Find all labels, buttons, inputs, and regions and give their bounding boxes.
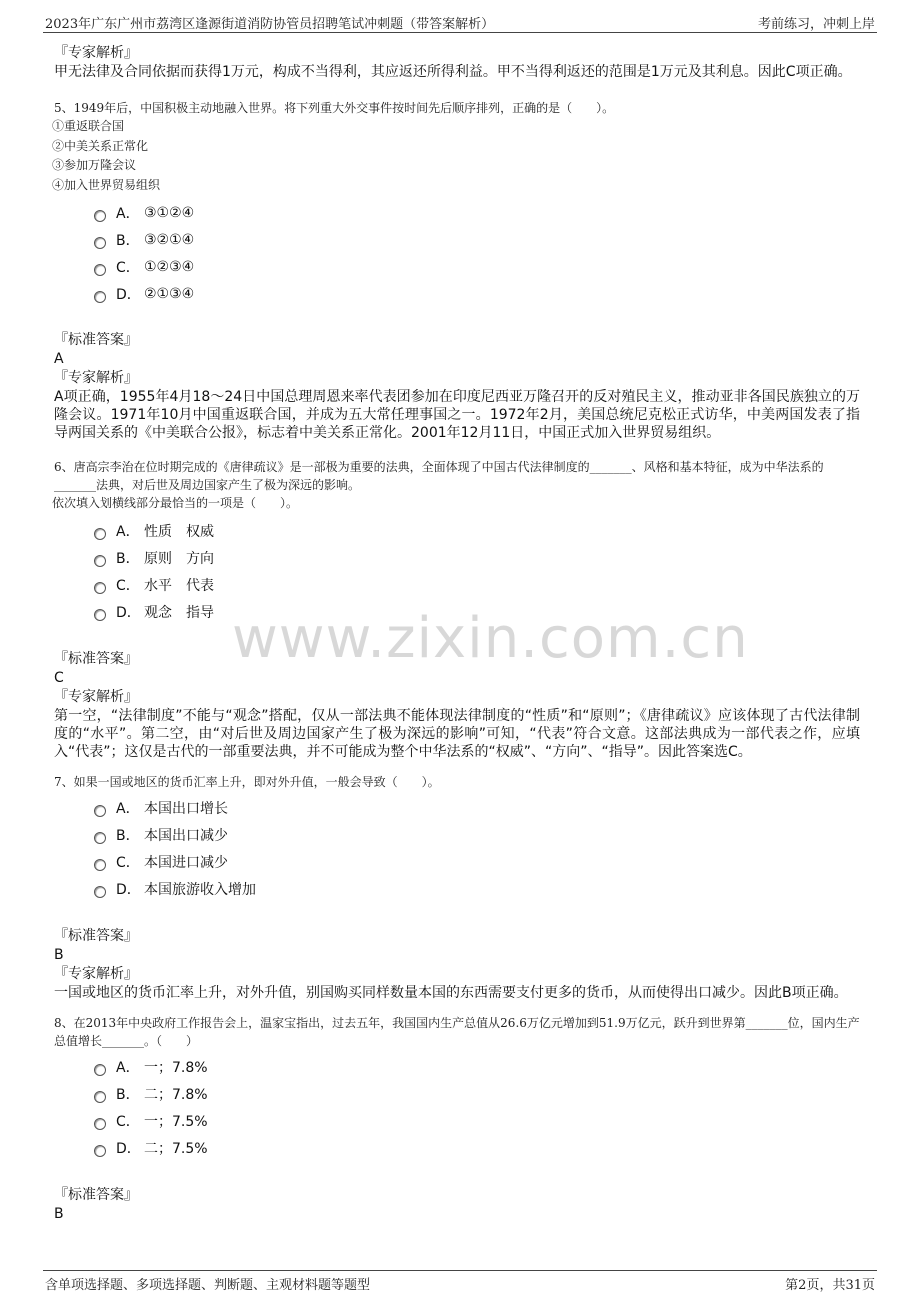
question-stem: 6、唐高宗李治在位时期完成的《唐律疏议》是一部极为重要的法典，全面体现了中国古代法律制度的_______、风格和基本特征，成为中华法系的_______法典，对后世及周边国家产生了极为深远的影响。 [54,460,824,492]
radio-button-icon[interactable] [94,555,106,567]
question-6 [54,458,860,761]
option-c[interactable] [94,572,860,599]
answer-value: B [54,1205,64,1222]
option-letter: D． [116,1141,141,1157]
question-item: ③参加万隆会议 [52,158,137,172]
question-7 [54,773,860,1002]
option-b[interactable] [94,1081,860,1108]
option-text: 一；7.8% [144,1060,208,1076]
radio-button-icon[interactable] [94,1064,106,1076]
radio-button-icon[interactable] [94,582,106,594]
question-stem: 5、1949年后，中国积极主动地融入世界。将下列重大外交事件按时间先后顺序排列，正确的是（ ）。 [54,101,615,115]
option-text: 性质 权威 [144,524,214,540]
question-8 [54,1014,860,1224]
option-text: ②①③④ [144,285,195,302]
radio-button-icon[interactable] [94,832,106,844]
answer-tag: 『标准答案』 [54,332,138,348]
option-letter: D． [116,605,141,621]
radio-button-icon[interactable] [94,264,106,276]
radio-button-icon[interactable] [94,609,106,621]
analysis-text: 第一空，“法律制度”不能与“观念”搭配，仅从一部法典不能体现法律制度的“性质”和“原则”；《唐律疏议》应该体现了古代法律制度的“水平”。第二空，由“对后世及周边国家产生了极为深远的影响”可知，“代表”符合文意。这部法典成为一部代表之作，应填入“代表”；这仅是古代的一部重要法典，并不可能成为整个中华法系的“权威”、“方向”、“指导”。因此答案选C。 [54,707,860,760]
answer-value: B [54,946,64,963]
analysis-tag: 『专家解析』 [54,688,138,705]
analysis-tag: 『专家解析』 [54,965,138,982]
page-content [54,44,860,1224]
option-a[interactable] [94,1054,860,1081]
option-letter: D． [116,286,141,303]
question-item: ②中美关系正常化 [52,138,149,153]
radio-button-icon[interactable] [94,291,106,303]
analysis-tag: 『专家解析』 [54,370,138,386]
analysis-tag: 『专家解析』 [54,45,138,61]
option-c[interactable] [94,1108,860,1135]
option-text: 水平 代表 [144,578,214,594]
question-item: 依次填入划横线部分最恰当的一项是（ ）。 [52,496,299,510]
analysis-text: 一国或地区的货币汇率上升，对外升值，别国购买同样数量本国的东西需要支付更多的货币，从而使得出口减少。因此B项正确。 [54,984,848,1001]
page-number: 第2页，共31页 [785,1278,875,1293]
option-d[interactable] [94,280,860,307]
option-text: 原则 方向 [144,551,214,567]
radio-button-icon[interactable] [94,1091,106,1103]
option-letter: B． [116,1087,140,1103]
option-text: 本国出口减少 [144,828,228,844]
radio-button-icon[interactable] [94,1145,106,1157]
option-letter: C． [116,855,140,871]
option-c[interactable] [94,253,860,280]
option-letter: B． [116,551,140,567]
option-letter: C． [116,1114,140,1130]
radio-button-icon[interactable] [94,1118,106,1130]
option-letter: A． [116,801,140,817]
question-item: ①重返联合国 [52,119,125,133]
radio-button-icon[interactable] [94,528,106,540]
question-stem: 8、在2013年中央政府工作报告会上，温家宝指出，过去五年，我国国内生产总值从26.6万亿元增加到51.9万亿元，跃升到世界第_______位，国内生产总值增长_______。（ ） [54,1015,860,1048]
radio-button-icon[interactable] [94,237,106,249]
option-text: 二；7.8% [144,1087,208,1103]
analysis-text: 甲无法律及合同依据而获得1万元，构成不当得利，其应返还所得利益。甲不当得利返还的范围是1万元及其利息。因此C项正确。 [54,64,852,80]
option-a[interactable] [94,199,860,226]
option-d[interactable] [94,876,860,903]
option-letter: A． [116,1060,140,1076]
page-header [43,10,877,33]
analysis-text: A项正确，1955年4月18～24日中国总理周恩来率代表团参加在印度尼西亚万隆召开的反对殖民主义，推动亚非各国民族独立的万隆会议。1971年10月中国重返联合国，并成为五大常任理事国之一。1972年2月，美国总统尼克松正式访华，中美两国发表了指导两国关系的《中美联合公报》，标志着中美关系正常化。2001年12月11日，中国正式加入世界贸易组织。 [54,389,860,441]
option-text: 二；7.5% [144,1141,208,1157]
answer-tag: 『标准答案』 [54,650,138,667]
question-item: ④加入世界贸易组织 [52,177,161,192]
radio-button-icon[interactable] [94,886,106,898]
option-letter: A． [116,205,140,222]
option-text: 本国进口减少 [144,855,228,871]
radio-button-icon[interactable] [94,805,106,817]
answer-tag: 『标准答案』 [54,1186,138,1203]
document-title: 2023年广东广州市荔湾区逢源街道消防协管员招聘笔试冲刺题（带答案解析） [45,17,495,32]
option-letter: B． [116,232,140,249]
option-text: 观念 指导 [144,605,214,621]
option-text: ③②①④ [144,231,195,248]
option-letter: D． [116,882,141,898]
option-letter: A． [116,524,140,540]
answer-tag: 『标准答案』 [54,927,138,944]
option-c[interactable] [94,849,860,876]
option-a[interactable] [94,518,860,545]
option-text: 一；7.5% [144,1114,208,1130]
header-slogan: 考前练习，冲刺上岸 [757,17,875,32]
option-text: 本国旅游收入增加 [144,882,256,898]
question-stem: 7、如果一国或地区的货币汇率上升，即对外升值，一般会导致（ ）。 [54,774,440,789]
option-b[interactable] [94,226,860,253]
option-text: ①②③④ [144,258,195,275]
option-letter: C． [116,259,140,276]
option-b[interactable] [94,822,860,849]
option-text: ③①②④ [144,204,195,221]
option-text: 本国出口增长 [144,801,228,817]
answer-value: C [54,669,64,686]
page-footer [43,1270,877,1295]
option-a[interactable] [94,795,860,822]
question-5 [54,99,860,442]
radio-button-icon[interactable] [94,210,106,222]
option-letter: B． [116,828,140,844]
option-d[interactable] [94,599,860,626]
answer-value: A [54,351,64,367]
watermark: www.zixin.com.cn [232,606,749,671]
option-letter: C． [116,578,140,594]
option-b[interactable] [94,545,860,572]
option-d[interactable] [94,1135,860,1162]
footer-note: 含单项选择题、多项选择题、判断题、主观材料题等题型 [45,1278,371,1293]
radio-button-icon[interactable] [94,859,106,871]
